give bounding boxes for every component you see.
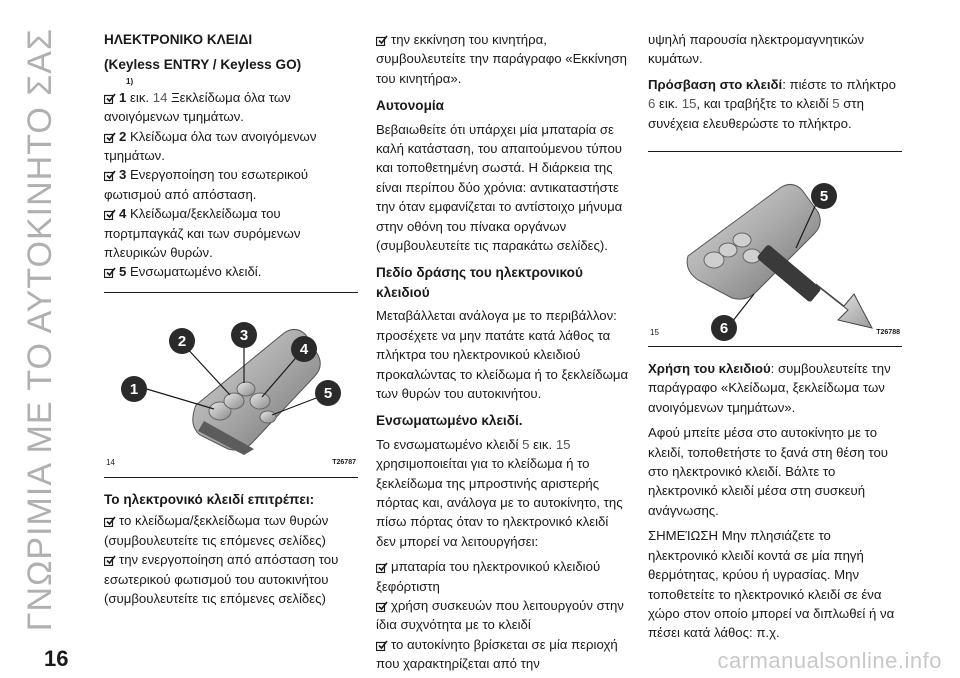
item-number: 1 — [119, 89, 127, 105]
key-button-item — [104, 204, 358, 262]
list-item — [104, 550, 358, 608]
key-access-label: Πρόσβαση στο κλειδί — [648, 76, 783, 92]
after-entering-text: Αφού μπείτε μέσα στο αυτοκίνητο με το κλειδί, τοποθετήστε το ξανά στη θέση του στο ηλεκτρονικό κλειδί. Βάλτε το ηλεκτρονικό κλειδί μέσα στη συσκευή ανάγνωσης. — [648, 425, 889, 518]
callout-6: 6 — [719, 320, 729, 338]
embedded-key-heading: Ενσωματωμένο κλειδί. — [376, 413, 523, 429]
figure-number: 15 — [650, 327, 659, 337]
embedded-key-illustration — [648, 152, 902, 348]
checkbox-icon — [376, 601, 388, 611]
note-text: ΣΗΜΕΊΩΣΗ Μην πλησιάζετε το ηλεκτρονικό κλειδί κοντά σε μία πηγή θερμότητας, κρύου ή υγρασίας. Μην τοποθετείτε το ηλεκτρονικό κλειδί σε ένα χώρο στον οποίο μπορεί να διπλωθεί ή να πέσει κατά λάθος: π.χ. — [648, 528, 895, 641]
text-run: εικ. — [655, 96, 682, 112]
list-item — [376, 30, 630, 88]
checkbox-icon — [104, 93, 116, 103]
ref-number: 6 — [648, 96, 656, 112]
callout-1: 1 — [129, 380, 139, 398]
electronic-key-illustration — [104, 293, 358, 479]
checkbox-icon — [104, 132, 116, 142]
ref-number: 5 — [832, 96, 840, 112]
item-number: 4 — [119, 206, 127, 222]
side-chapter-title-text: ΓΝΩΡΙΜΙΑ ΜΕ ΤΟ ΑΥΤΟΚΙΝΗΤΟ ΣΑΣ — [20, 28, 59, 632]
list-item — [376, 635, 630, 674]
side-chapter-title — [10, 28, 70, 632]
list-item-text: χρήση συσκευών που λειτουργούν στην ίδια συχνότητα με το κλειδί — [376, 597, 624, 633]
list-item-text: την ενεργοποίηση από απόσταση του εσωτερικού φωτισμού του αυτοκινήτου (συμβουλευτείτε τις επόμενες σελίδες) — [104, 552, 339, 606]
ref-number: 15 — [681, 96, 697, 112]
text-run: : συμβουλευτείτε την παράγραφο «Κλείδωμα, ξεκλείδωμα των ανοιγόμενων τμημάτων». — [648, 361, 891, 415]
key-access-text — [648, 75, 902, 133]
range-heading: Πεδίο δράσης του ηλεκτρονικού κλειδιού — [376, 265, 583, 300]
callout-2: 2 — [177, 332, 187, 350]
checkbox-icon — [376, 35, 388, 45]
checkbox-icon — [104, 516, 116, 526]
item-number: 5 — [119, 264, 127, 280]
item-text: Κλείδωμα όλα των ανοιγόμενων τμημάτων. — [104, 128, 317, 164]
allowed-list — [104, 511, 358, 608]
range-text: Μεταβάλλεται ανάλογα με το περιβάλλον: προσέχετε να μην πατάτε κατά λάθος τα πλήκτρα του ηλεκτρονικού κλειδιού προκαλώντας το κλείδωμα ή το ξεκλείδωμα των θυρών του αυτοκινήτου. — [376, 308, 629, 401]
text-run: χρησιμοποιείται για το κλείδωμα ή το ξεκλείδωμα της μπροστινής αριστερής πόρτας και, ανάλογα με το αυτοκίνητο, της πίσω πόρτας όταν το ηλεκτρονικό κλειδί δεν μπορεί να λειτουργήσει: — [376, 456, 623, 549]
figure-code: T26788 — [876, 328, 900, 336]
list-item — [104, 511, 358, 550]
autonomy-heading: Αυτονομία — [376, 98, 445, 114]
figure-14 — [104, 292, 358, 478]
text-run: Το ενσωματωμένο κλειδί — [376, 436, 523, 452]
item-text: Ενσωματωμένο κλειδί. — [130, 264, 262, 280]
footnote-mark: 1) — [126, 76, 134, 86]
allowed-heading: Το ηλεκτρονικό κλειδί επιτρέπει: — [104, 491, 315, 507]
embedded-key-text — [376, 435, 630, 551]
item-text: Ξεκλείδωμα όλα των ανοιγόμενων τμημάτων. — [104, 89, 291, 125]
key-button-item — [104, 88, 358, 127]
checkbox-icon — [104, 267, 116, 277]
item-lead: εικ. — [130, 89, 153, 105]
section-heading: ΗΛΕΚΤΡΟΝΙΚΟ ΚΛΕΙΔΙ — [104, 32, 253, 47]
list-item-text: την εκκίνηση του κινητήρα, συμβουλευτείτε την παράγραφο «Εκκίνηση του κινητήρα». — [376, 32, 627, 86]
figure-15 — [648, 151, 902, 347]
checkbox-icon — [376, 640, 388, 650]
autonomy-text: Βεβαιωθείτε ότι υπάρχει μία μπαταρία σε καλή κατάσταση, του απαιτούμενου τύπου και τοποθετημένη σωστά. Η διάρκεια της είναι περίπου δύο χρόνια: αντικαταστήστε την όταν εμφανίζεται το αντίστοιχο μήνυμα στην οθόνη του πίνακα οργάνων (συμβουλευτείτε τις παρακάτω σελίδες). — [376, 121, 623, 254]
text-run: : πιέστε το πλήκτρο — [782, 76, 897, 92]
checkbox-icon — [104, 555, 116, 565]
item-text: Ενεργοποίηση του εσωτερικού φωτισμού από απόσταση. — [104, 167, 309, 202]
callout-5: 5 — [323, 384, 333, 402]
subheading-text: (Keyless ENTRY / Keyless GO) — [104, 57, 302, 73]
callout-3: 3 — [239, 326, 249, 344]
continued-text: υψηλή παρουσία ηλεκτρομαγνητικών κυμάτων. — [648, 32, 865, 67]
checkbox-icon — [104, 209, 116, 219]
ref-number: 14 — [152, 89, 168, 105]
subheading-footnote — [126, 77, 358, 87]
key-button-item — [104, 127, 358, 166]
key-use-text — [648, 359, 902, 417]
item-number: 2 — [119, 128, 127, 144]
checkbox-icon — [376, 562, 388, 572]
callout-4: 4 — [299, 340, 309, 358]
checkbox-icon — [104, 170, 116, 180]
embedded-key-list — [376, 557, 630, 673]
list-item — [376, 596, 630, 635]
section-subheading — [104, 55, 358, 74]
list-item-text: το αυτοκίνητο βρίσκεται σε μία περιοχή που χαρακτηρίζεται από την — [376, 636, 618, 672]
text-run: , και τραβήξτε το κλειδί — [696, 96, 833, 112]
key-button-item — [104, 262, 358, 281]
key-use-label: Χρήση του κλειδιού — [648, 361, 771, 377]
list-item-text: μπαταρία του ηλεκτρονικού κλειδιού ξεφόρτιστη — [376, 559, 601, 594]
column-3 — [648, 30, 902, 649]
key-button-list — [104, 88, 358, 282]
item-text: Κλείδωμα/ξεκλείδωμα του πορτμπαγκάζ και των συρόμενων πλευρικών θυρών. — [104, 206, 301, 261]
ref-number: 5 — [522, 436, 530, 452]
list-item-text: το κλείδωμα/ξεκλείδωμα των θυρών (συμβουλευτείτε τις επόμενες σελίδες) — [104, 513, 329, 548]
figure-number: 14 — [106, 458, 115, 468]
text-run: εικ. — [529, 436, 556, 452]
column-1 — [104, 30, 358, 608]
text-run: στη συνέχεια ελευθερώστε το πλήκτρο. — [648, 96, 864, 131]
column-2 — [376, 30, 630, 674]
key-button-item — [104, 165, 358, 204]
callout-5: 5 — [819, 188, 829, 206]
item-number: 3 — [119, 167, 127, 183]
watermark: carmanualsonline.info — [717, 648, 942, 673]
list-item — [376, 557, 630, 596]
ref-number: 15 — [555, 436, 571, 452]
figure-code: T26787 — [332, 459, 356, 467]
page-number: 16 — [44, 646, 69, 671]
